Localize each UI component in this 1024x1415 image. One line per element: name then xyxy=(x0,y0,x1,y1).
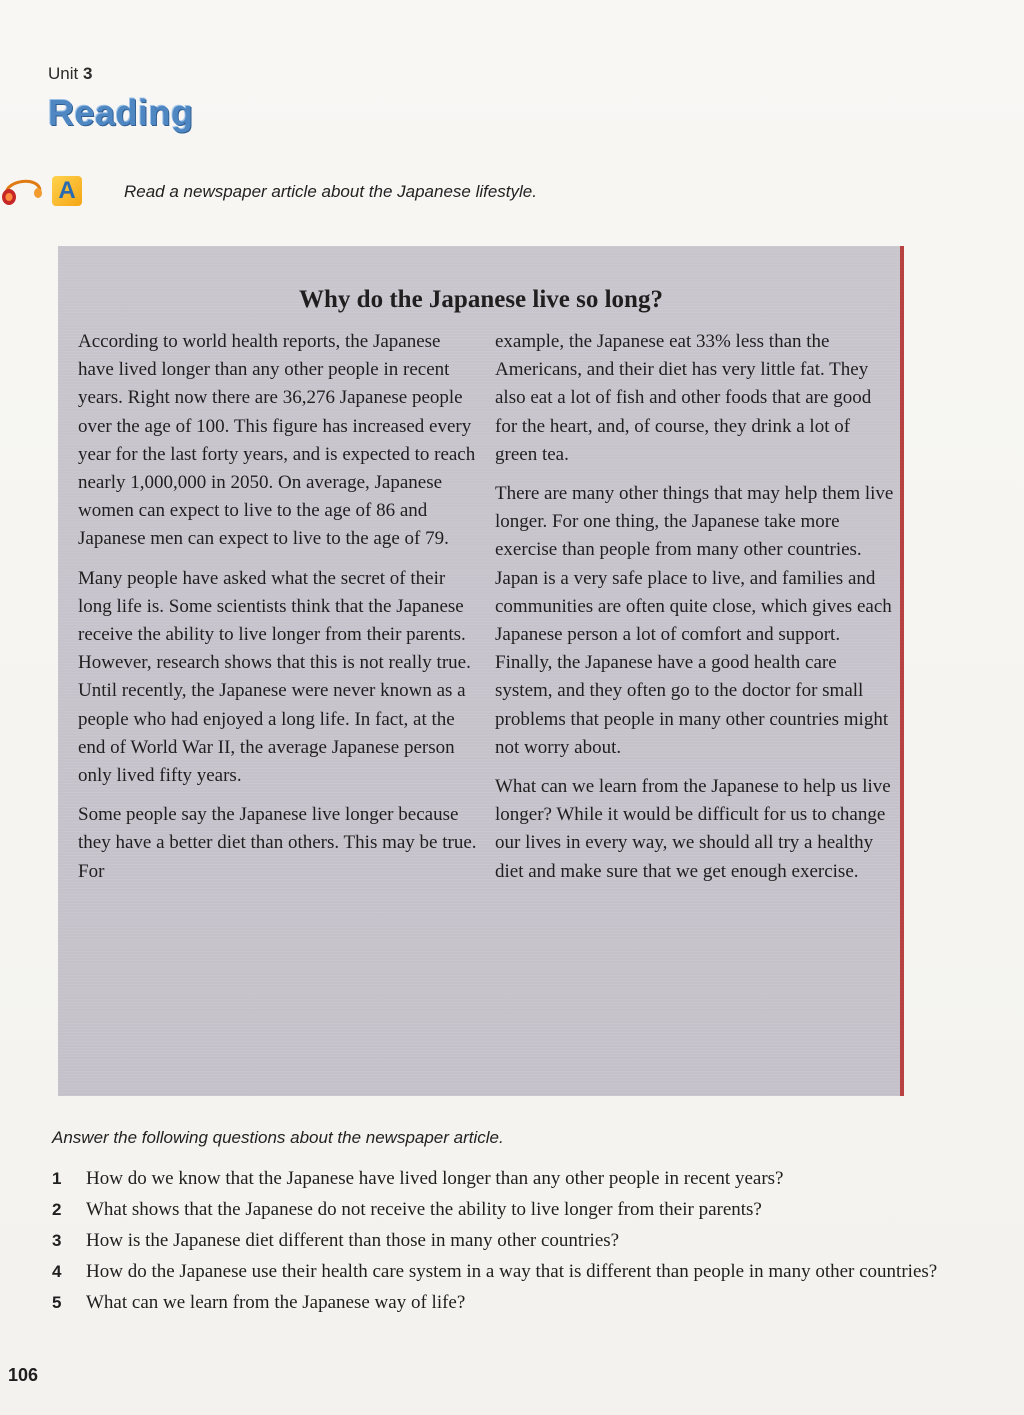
newspaper-article xyxy=(58,246,904,1096)
unit-number: 3 xyxy=(82,64,93,83)
question-item xyxy=(52,1288,1012,1317)
question-list xyxy=(52,1164,1012,1319)
article-paragraph: What can we learn from the Japanese to help us live longer? While it would be difficult for us to change our lives in every way, we should all try a healthy diet and make sure that we get enough exercise. xyxy=(495,776,891,882)
question-number: 3 xyxy=(52,1231,62,1250)
question-item xyxy=(52,1164,1012,1193)
activity-badge: A xyxy=(52,176,82,206)
article-column-right xyxy=(495,328,895,897)
article-paragraph: There are many other things that may help them live longer. For one thing, the Japanese take more exercise than people from many other countries. Japan is a very safe place to live, and families and communities are often quite close, which gives each Japanese person a lot of comfort and support. Finally, the Japanese have a good health care system, and they often go to the doctor for small problems that people in many other countries might not worry about. xyxy=(495,483,894,758)
question-text: How do we know that the Japanese have lived longer than any other people in recent years? xyxy=(86,1168,784,1189)
article-paragraph: Many people have asked what the secret of their long life is. Some scientists think that the Japanese receive the ability to live longer from their parents. However, research shows that this is not really true. Until recently, the Japanese were never known as a people who had enjoyed a long life. In fact, at the end of World War II, the average Japanese person only lived fifty years. xyxy=(78,567,471,787)
question-text: How do the Japanese use their health care system in a way that is different than people in many other countries? xyxy=(86,1261,938,1282)
question-text: What can we learn from the Japanese way of life? xyxy=(86,1292,466,1313)
question-text: What shows that the Japanese do not receive the ability to live longer from their parents? xyxy=(86,1199,762,1220)
section-title: Reading xyxy=(48,92,194,133)
question-number: 2 xyxy=(52,1200,62,1219)
question-item xyxy=(52,1226,1012,1255)
article-paragraph: example, the Japanese eat 33% less than the Americans, and their diet has very little fat. They also eat a lot of fish and other foods that are good for the heart, and, of course, they drink a lot of green tea. xyxy=(495,331,872,465)
page-number: 106 xyxy=(8,1365,39,1385)
unit-label xyxy=(48,64,92,84)
question-number: 4 xyxy=(52,1262,62,1281)
article-title: Why do the Japanese live so long? xyxy=(299,286,663,313)
question-item xyxy=(52,1257,1012,1286)
headphones-icon[interactable] xyxy=(0,172,46,208)
question-number: 5 xyxy=(52,1293,62,1312)
activity-instruction: Read a newspaper article about the Japanese lifestyle. xyxy=(124,182,537,201)
article-column-left xyxy=(78,328,478,897)
unit-prefix: Unit xyxy=(48,64,79,83)
article-paragraph: According to world health reports, the Japanese have lived longer than any other people in recent years. Right now there are 36,276 Japanese people over the age of 100. This figure has increased every year for the last forty years, and is expected to reach nearly 1,000,000 in 2050. On average, Japanese women can expect to live to the age of 86 and Japanese men can expect to live to the age of 79. xyxy=(78,331,476,550)
questions-intro: Answer the following questions about the newspaper article. xyxy=(52,1128,504,1147)
question-number: 1 xyxy=(52,1169,62,1188)
article-paragraph: Some people say the Japanese live longer because they have a better diet than others. This may be true. For xyxy=(78,804,477,882)
question-text: How is the Japanese diet different than those in many other countries? xyxy=(86,1230,620,1251)
question-item xyxy=(52,1195,1012,1224)
